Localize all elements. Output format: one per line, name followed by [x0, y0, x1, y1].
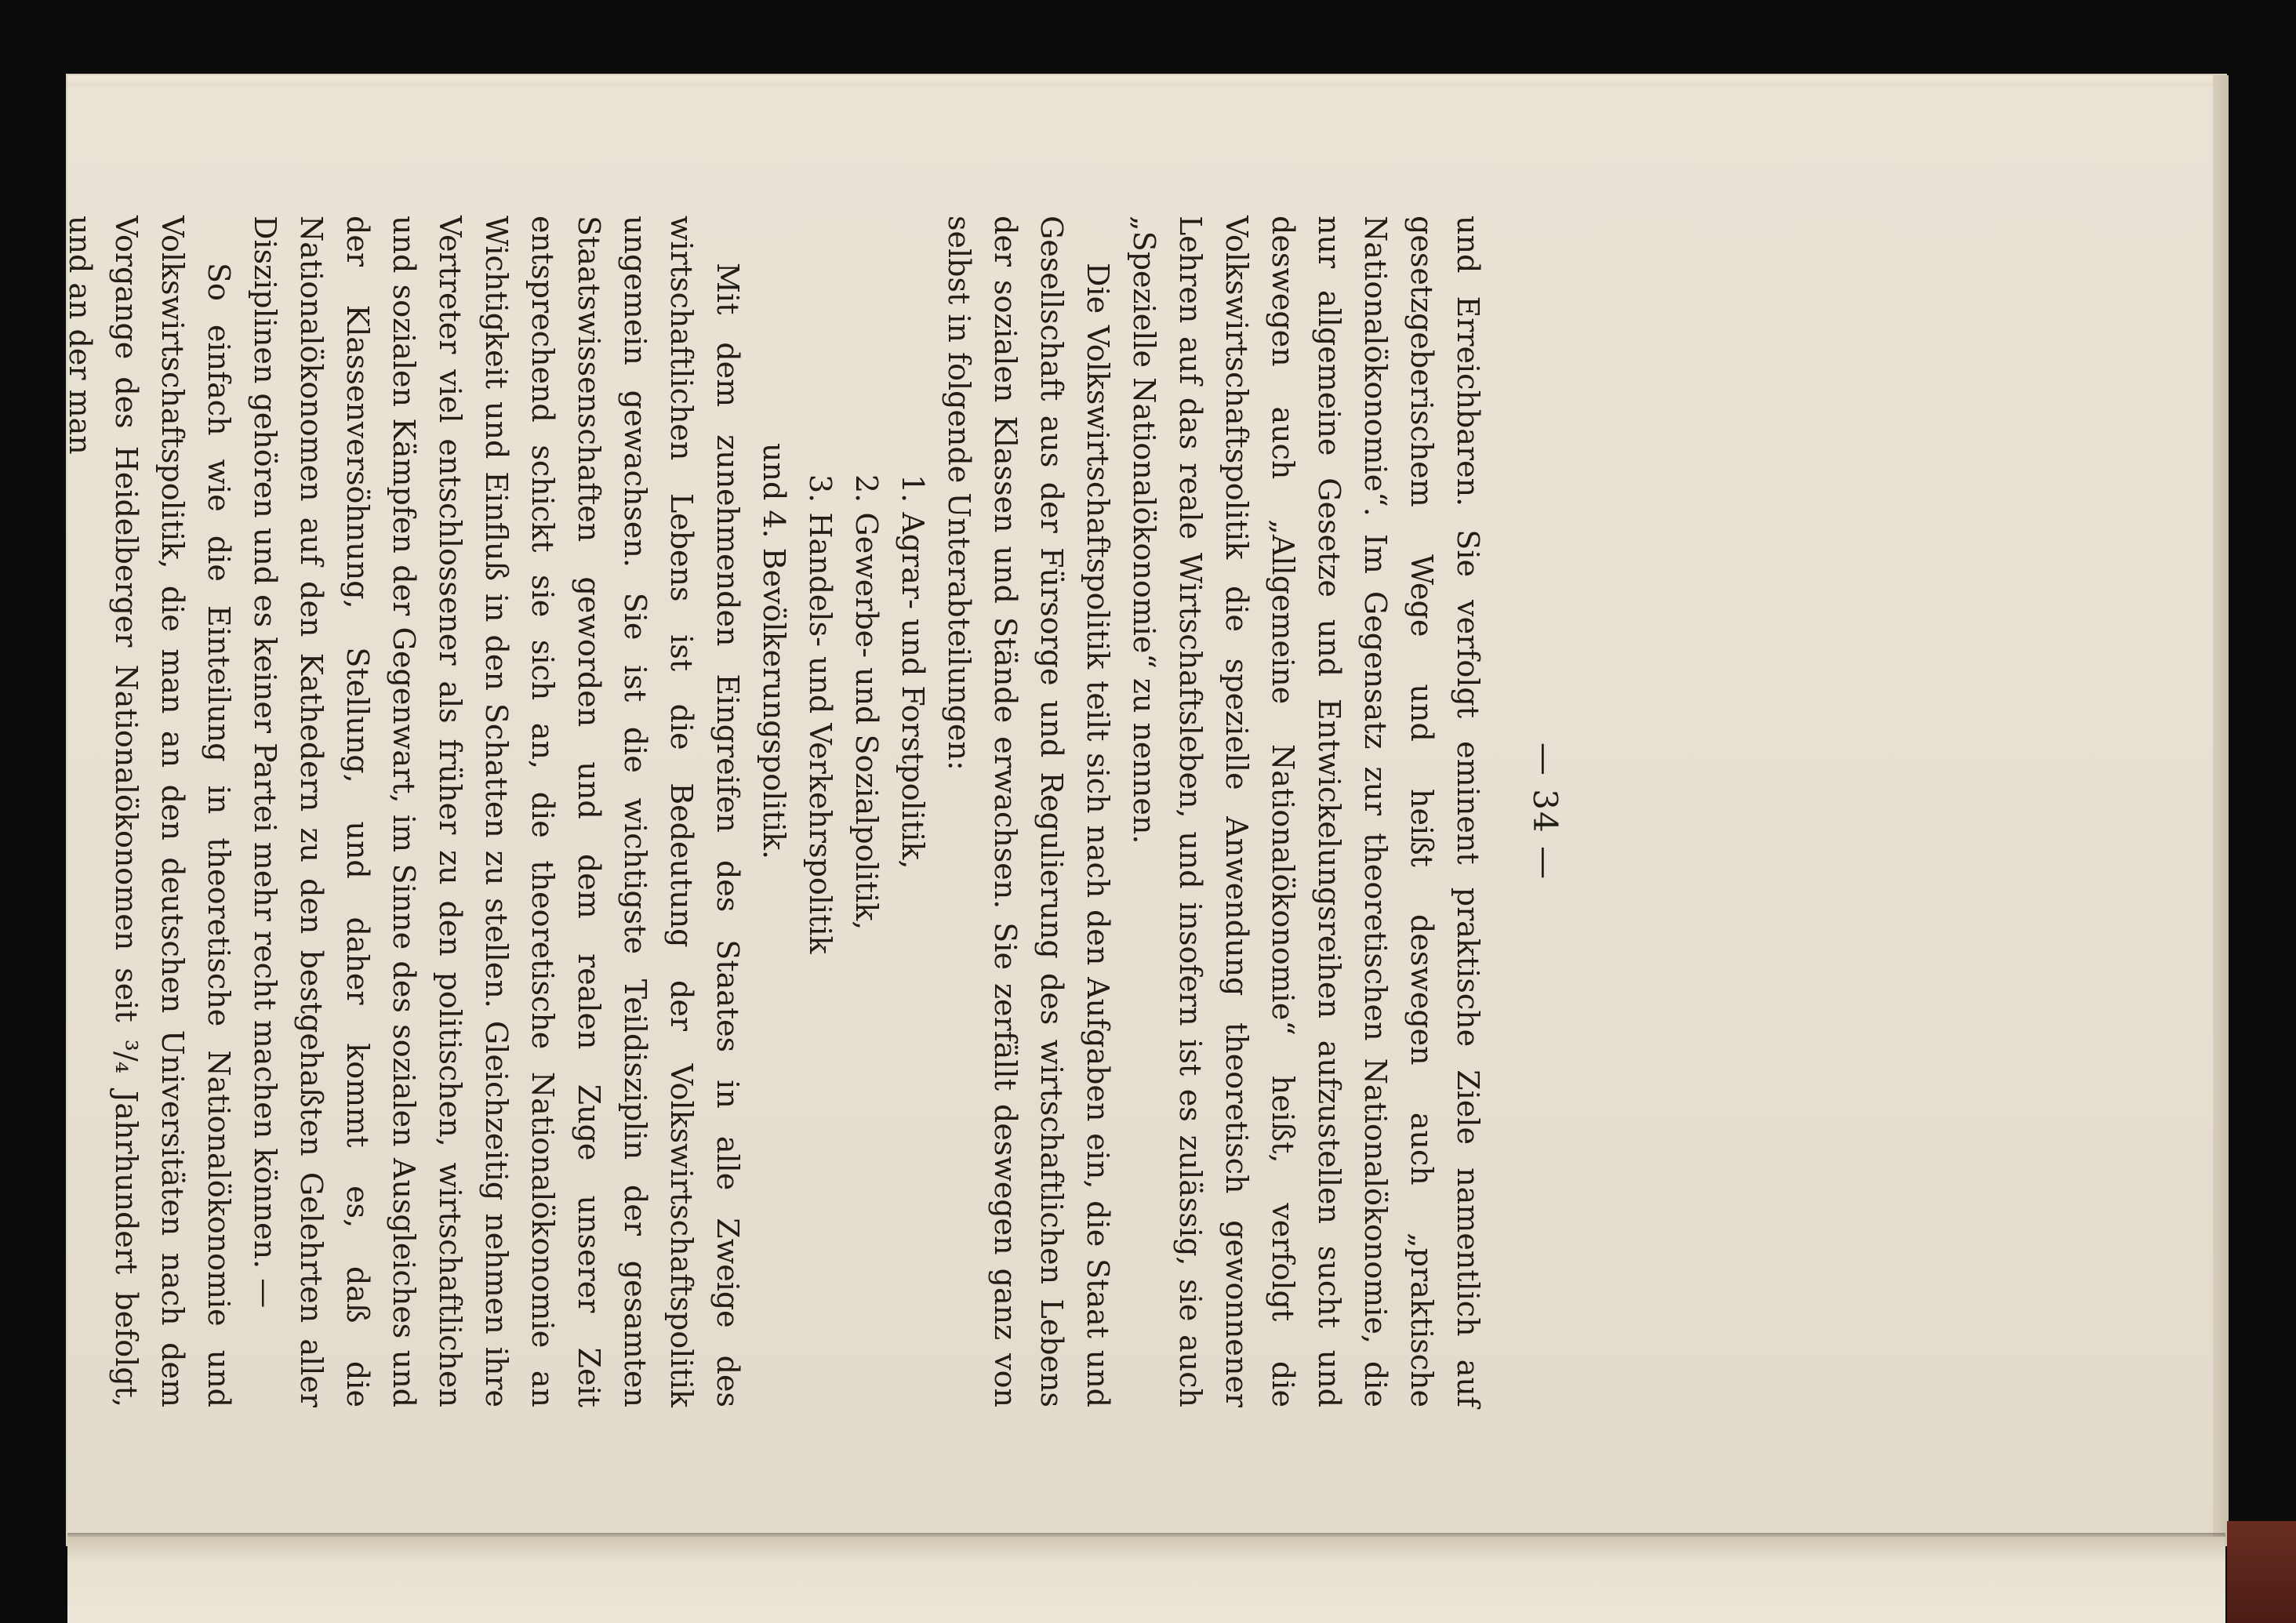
list-item: und 4. Bevölkerungspolitik.: [757, 443, 791, 860]
list-item: 2. Gewerbe- und Sozialpolitik,: [849, 474, 884, 931]
subdivision-list: [750, 216, 935, 1407]
book-cover-edge: [2227, 1521, 2296, 1623]
list-item: 3. Handels- und Verkehrspolitik: [803, 474, 837, 954]
page-number: — 34 —: [1526, 742, 1564, 881]
paragraph-intro: und Erreichbaren. Sie verfolgt eminent praktische Ziele namentlich auf gesetzgeberischem Wege und heißt deswegen auch „praktische Nationalökonomie“. Im Gegensatz zur theoretischen Nationalökonomie, die nur allgemeine Gesetze und Entwickelungsreihen aufzustellen sucht und deswegen auch „Allgemeine Nationalökonomie“ heißt, verfolgt die Volkswirtschaftspolitik die spezielle Anwendung theoretisch gewonnener Lehren auf das reale Wirtschaftsleben, und insofern ist es zulässig, sie auch „Spezielle Nationalökonomie“ zu nennen.: [1127, 216, 1485, 1407]
paragraph-division: Die Volkswirtschaftspolitik teilt sich nach den Aufgaben ein, die Staat und Gesellschaft aus der Fürsorge und Regulierung des wirtschaftlichen Lebens der sozialen Klassen und Stände erwachsen. Sie zerfällt deswegen ganz von selbst in folgende Unterabteilungen:: [942, 216, 1115, 1407]
paragraph-simple: So einfach wie die Einteilung in theoretische Nationalökonomie und Volkswirtschaftspolitik, die man an den deutschen Universitäten nach dem Vorgange des Heidelberger Nationalökonomen seit ³/₄ Jahrhundert befolgt, und an der man: [63, 216, 236, 1407]
list-item: 1. Agrar- und Forstpolitik,: [896, 474, 930, 870]
page-right-edge: [2213, 75, 2229, 1545]
page-text-block: [63, 216, 1568, 1407]
paragraph-growth: Mit dem zunehmenden Eingreifen des Staates in alle Zweige des wirtschaftlichen Lebens ist die Bedeutung der Volkswirtschaftspolitik ungemein gewachsen. Sie ist die wichtigste Teildisziplin der gesamten Staatswissenschaften geworden und dem realen Zuge unserer Zeit entsprechend schickt sie sich an, die theoretische Nationalökonomie an Wichtigkeit und Einfluß in den Schatten zu stellen. Gleichzeitig nehmen ihre Vertreter viel entschlossener als früher zu den politischen, wirtschaftlichen und sozialen Kämpfen der Gegenwart, im Sinne des sozialen Ausgleiches und der Klassenversöhnung, Stellung, und daher kommt es, daß die Nationalökonomen auf den Kathedern zu den bestgehaßten Gelehrten aller Disziplinen gehören und es keiner Partei mehr recht machen können. —: [248, 216, 745, 1407]
page-top-edge: [67, 75, 2225, 86]
facing-page-edge: [67, 1537, 2225, 1623]
